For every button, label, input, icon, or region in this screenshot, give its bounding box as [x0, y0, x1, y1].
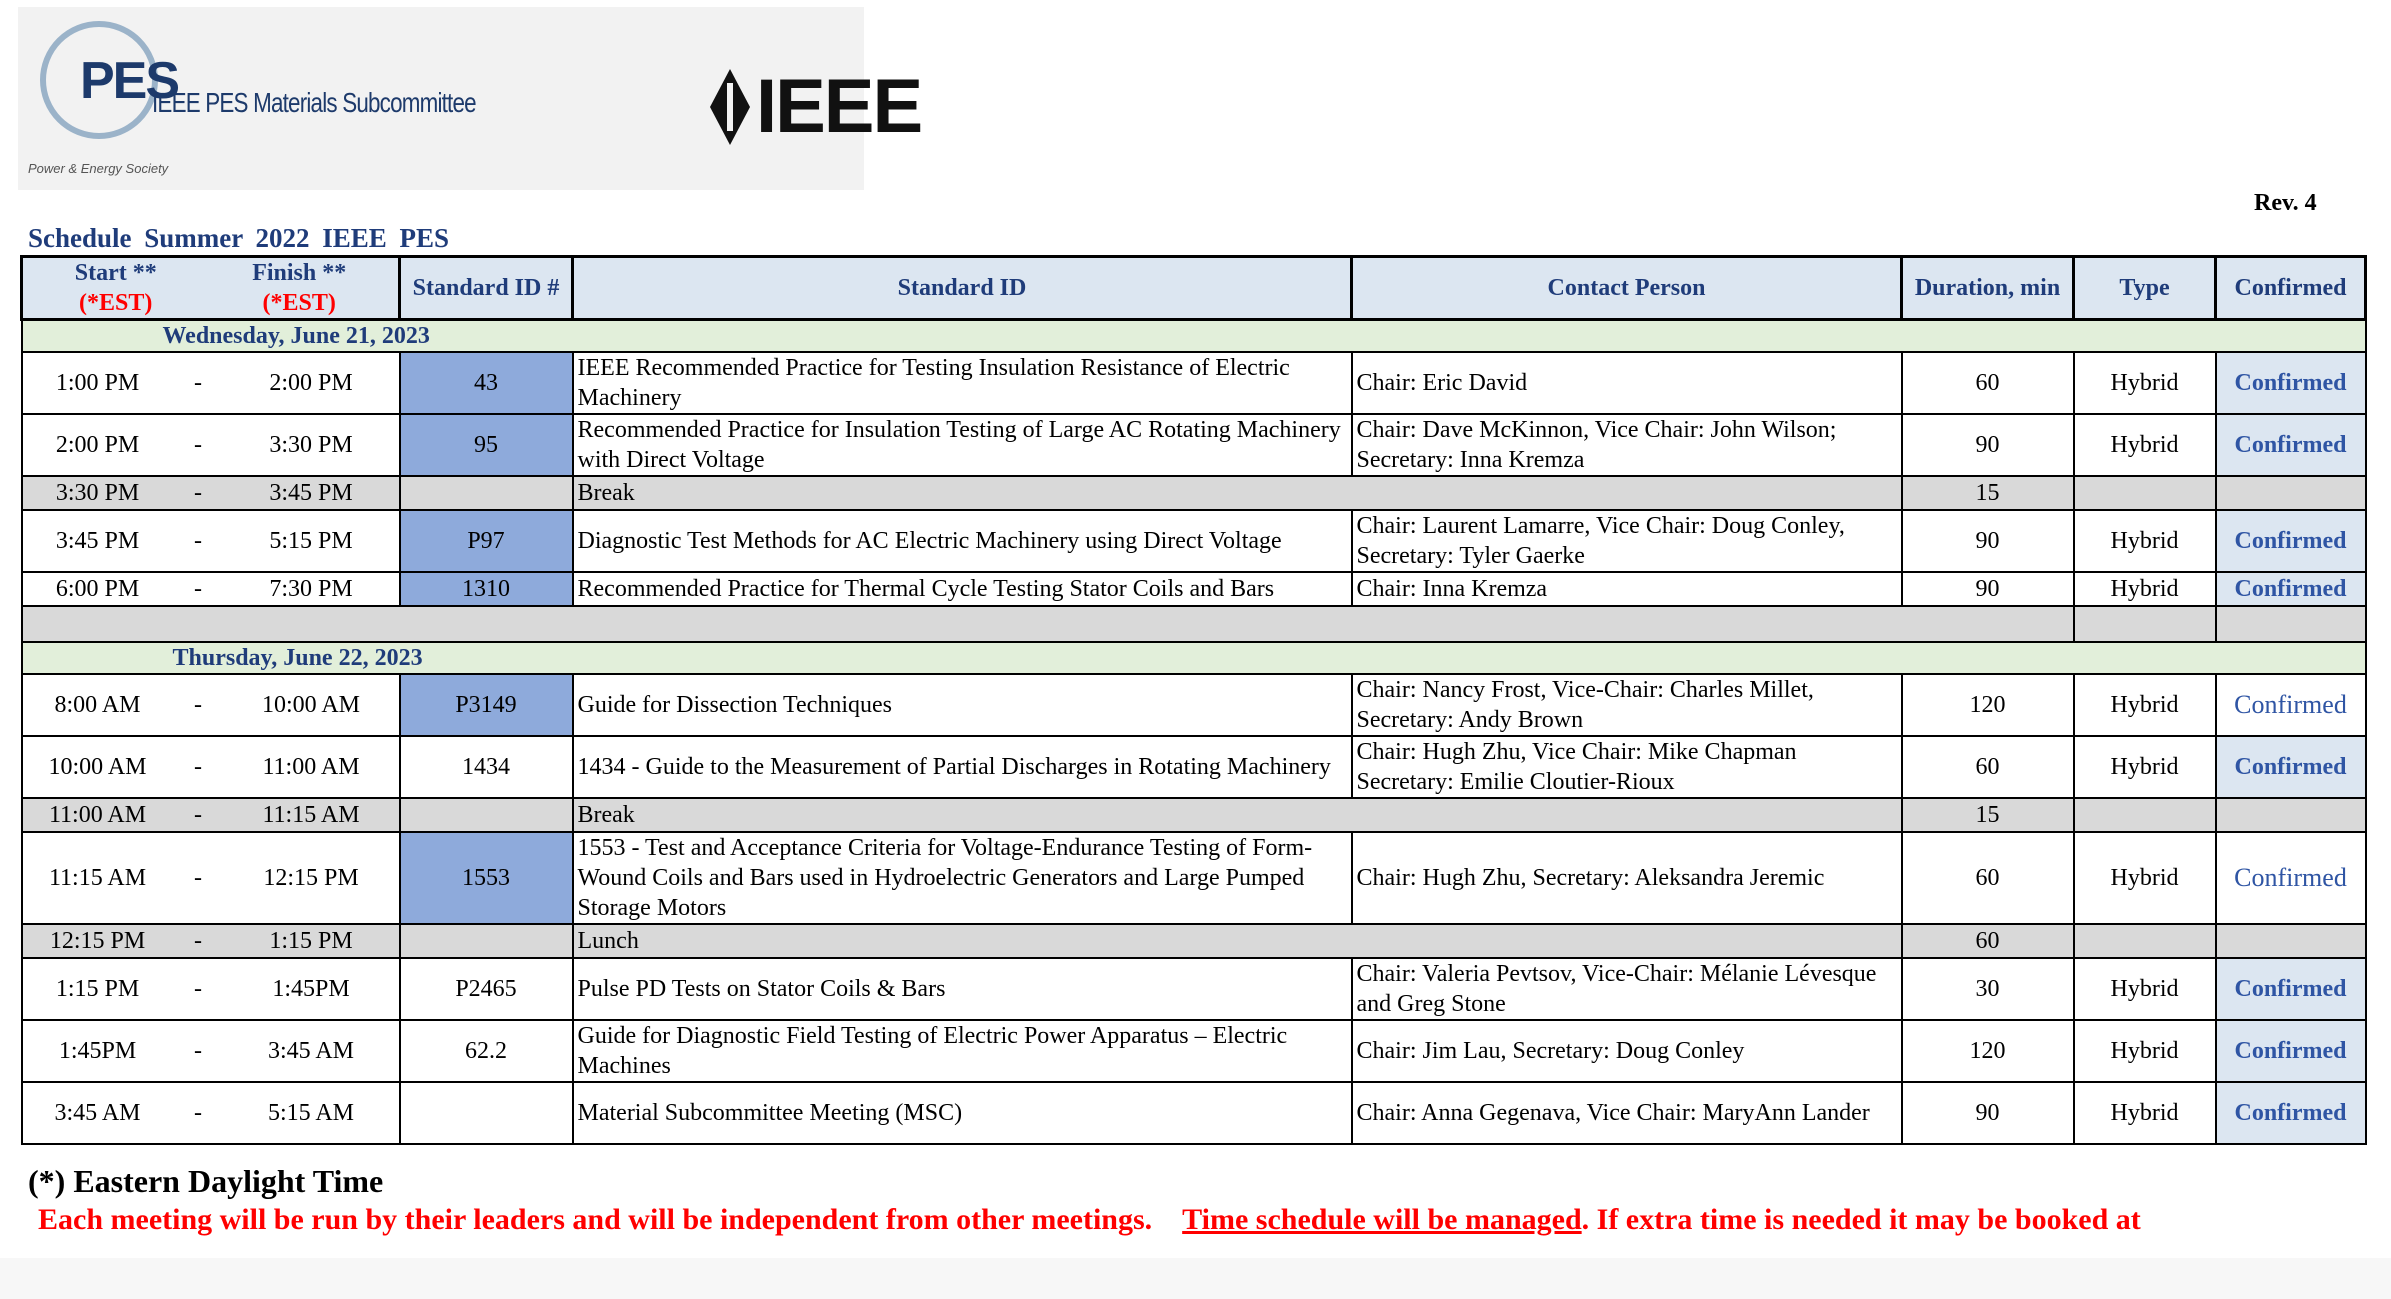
- standard-title: 1434 - Guide to the Measurement of Partial Discharges in Rotating Machinery: [573, 736, 1352, 798]
- confirmed-status: [2216, 476, 2366, 510]
- contact-person: Chair: Valeria Pevtsov, Vice-Chair: Mélanie Lévesque and Greg Stone: [1352, 958, 1902, 1020]
- confirmed-status: [2216, 924, 2366, 958]
- confirmed-status: Confirmed: [2216, 352, 2366, 414]
- standard-id-num: P2465: [400, 958, 573, 1020]
- edt-note: (*) Eastern Daylight Time: [28, 1163, 384, 1199]
- type: Hybrid: [2074, 832, 2216, 924]
- time-cell: 8:00 AM - 10:00 AM: [22, 674, 400, 736]
- header-standard-id-num: Standard ID #: [400, 257, 573, 320]
- lunch-row: [22, 924, 2366, 958]
- table-row: [22, 572, 2366, 606]
- standard-id-num: 62.2: [400, 1020, 573, 1082]
- day-row-thursday: [22, 642, 2366, 674]
- break-row: [22, 798, 2366, 832]
- duration: 60: [1902, 736, 2074, 798]
- contact-person: Chair: Nancy Frost, Vice-Chair: Charles Millet, Secretary: Andy Brown: [1352, 674, 1902, 736]
- table-row: [22, 958, 2366, 1020]
- table-row: [22, 510, 2366, 572]
- ieee-diamond-icon: [710, 69, 750, 145]
- pes-tagline: Power & Energy Society: [28, 161, 169, 176]
- meeting-note-b: Time schedule will be managed: [1182, 1203, 1582, 1236]
- header-duration: Duration, min: [1902, 257, 2074, 320]
- schedule-table: [20, 255, 2367, 1145]
- meeting-note-a: Each meeting will be run by their leaders and will be independent from other meetings.: [38, 1203, 1153, 1236]
- contact-person: Chair: Hugh Zhu, Secretary: Aleksandra Jeremic: [1352, 832, 1902, 924]
- break-row: [22, 476, 2366, 510]
- standard-id-num: [400, 798, 573, 832]
- duration: 90: [1902, 572, 2074, 606]
- table-row: [22, 352, 2366, 414]
- header-contact: Contact Person: [1352, 257, 1902, 320]
- standard-title: Pulse PD Tests on Stator Coils & Bars: [573, 958, 1352, 1020]
- confirmed-status: Confirmed: [2216, 1082, 2366, 1144]
- standard-id-num: [400, 924, 573, 958]
- table-row: [22, 1082, 2366, 1144]
- duration: 120: [1902, 674, 2074, 736]
- logo-banner: [18, 7, 922, 190]
- subcommittee-name: IEEE PES Materials Subcommittee: [152, 87, 476, 118]
- standard-id-num: P3149: [400, 674, 573, 736]
- type: [2074, 476, 2216, 510]
- type: Hybrid: [2074, 736, 2216, 798]
- confirmed-status: Confirmed: [2216, 1020, 2366, 1082]
- day-label: Thursday, June 22, 2023: [22, 642, 2366, 674]
- time-cell: 3:45 AM - 5:15 AM: [22, 1082, 400, 1144]
- confirmed-status: Confirmed: [2216, 674, 2366, 736]
- standard-title: Material Subcommittee Meeting (MSC): [573, 1082, 1352, 1144]
- duration: 60: [1902, 352, 2074, 414]
- header-type: Type: [2074, 257, 2216, 320]
- spacer-row: [22, 606, 2366, 642]
- day-label: Wednesday, June 21, 2023: [22, 320, 2366, 353]
- table-row: [22, 414, 2366, 476]
- confirmed-status: Confirmed: [2216, 510, 2366, 572]
- standard-id-num: 95: [400, 414, 573, 476]
- confirmed-status: Confirmed: [2216, 832, 2366, 924]
- contact-person: Chair: Dave McKinnon, Vice Chair: John Wilson; Secretary: Inna Kremza: [1352, 414, 1902, 476]
- standard-id-num: 1553: [400, 832, 573, 924]
- type: Hybrid: [2074, 510, 2216, 572]
- time-cell: 1:15 PM - 1:45PM: [22, 958, 400, 1020]
- time-cell: 1:00 PM - 2:00 PM: [22, 352, 400, 414]
- meeting-note: [38, 1203, 2141, 1237]
- standard-title: Guide for Dissection Techniques: [573, 674, 1352, 736]
- standard-title: IEEE Recommended Practice for Testing Insulation Resistance of Electric Machinery: [573, 352, 1352, 414]
- time-cell: 11:15 AM - 12:15 PM: [22, 832, 400, 924]
- pes-logo-text: PES: [80, 52, 179, 110]
- revision-label: Rev. 4: [2254, 190, 2317, 216]
- duration: 60: [1902, 832, 2074, 924]
- meeting-note-c: . If extra time is needed it may be booked at: [1581, 1203, 2141, 1236]
- type: Hybrid: [2074, 352, 2216, 414]
- duration: 90: [1902, 1082, 2074, 1144]
- duration: 30: [1902, 958, 2074, 1020]
- lunch-label: Lunch: [573, 924, 1902, 958]
- header-row: [22, 257, 2366, 320]
- duration: 60: [1902, 924, 2074, 958]
- confirmed-status: Confirmed: [2216, 572, 2366, 606]
- confirmed-status: Confirmed: [2216, 414, 2366, 476]
- time-cell: 12:15 PM - 1:15 PM: [22, 924, 400, 958]
- standard-title: 1553 - Test and Acceptance Criteria for Voltage-Endurance Testing of Form-Wound Coils and Bars used in Hydroelectric Generators and Large Pumped Storage Motors: [573, 832, 1352, 924]
- contact-person: Chair: Hugh Zhu, Vice Chair: Mike Chapman Secretary: Emilie Cloutier-Rioux: [1352, 736, 1902, 798]
- header-start-finish: Start ** (*EST) Finish ** (*EST): [22, 257, 400, 320]
- duration: 90: [1902, 510, 2074, 572]
- table-row: [22, 832, 2366, 924]
- contact-person: Chair: Laurent Lamarre, Vice Chair: Doug Conley, Secretary: Tyler Gaerke: [1352, 510, 1902, 572]
- duration: 90: [1902, 414, 2074, 476]
- header-confirmed: Confirmed: [2216, 257, 2366, 320]
- time-cell: 2:00 PM - 3:30 PM: [22, 414, 400, 476]
- type: Hybrid: [2074, 572, 2216, 606]
- type: Hybrid: [2074, 958, 2216, 1020]
- standard-title: Diagnostic Test Methods for AC Electric Machinery using Direct Voltage: [573, 510, 1352, 572]
- break-label: Break: [573, 476, 1902, 510]
- type: [2074, 924, 2216, 958]
- table-row: [22, 1020, 2366, 1082]
- duration: 15: [1902, 798, 2074, 832]
- type: Hybrid: [2074, 1020, 2216, 1082]
- break-label: Break: [573, 798, 1902, 832]
- standard-title: Guide for Diagnostic Field Testing of Electric Power Apparatus – Electric Machines: [573, 1020, 1352, 1082]
- standard-id-num: 1434: [400, 736, 573, 798]
- time-cell: 3:45 PM - 5:15 PM: [22, 510, 400, 572]
- confirmed-status: Confirmed: [2216, 736, 2366, 798]
- contact-person: Chair: Eric David: [1352, 352, 1902, 414]
- standard-id-num: 1310: [400, 572, 573, 606]
- ieee-logo-text: IEEE: [756, 64, 922, 149]
- contact-person: Chair: Inna Kremza: [1352, 572, 1902, 606]
- standard-id-num: P97: [400, 510, 573, 572]
- table-row: [22, 674, 2366, 736]
- schedule-title: Schedule Summer 2022 IEEE PES: [28, 223, 450, 253]
- type: Hybrid: [2074, 414, 2216, 476]
- time-cell: 10:00 AM - 11:00 AM: [22, 736, 400, 798]
- type: [2074, 798, 2216, 832]
- duration: 120: [1902, 1020, 2074, 1082]
- standard-id-num: 43: [400, 352, 573, 414]
- time-cell: 1:45PM - 3:45 AM: [22, 1020, 400, 1082]
- duration: 15: [1902, 476, 2074, 510]
- time-cell: 3:30 PM - 3:45 PM: [22, 476, 400, 510]
- table-row: [22, 736, 2366, 798]
- bottom-band: [0, 1258, 2391, 1299]
- standard-title: Recommended Practice for Thermal Cycle Testing Stator Coils and Bars: [573, 572, 1352, 606]
- contact-person: Chair: Anna Gegenava, Vice Chair: MaryAnn Lander: [1352, 1082, 1902, 1144]
- header-standard-id: Standard ID: [573, 257, 1352, 320]
- confirmed-status: Confirmed: [2216, 958, 2366, 1020]
- standard-id-num: [400, 1082, 573, 1144]
- type: Hybrid: [2074, 674, 2216, 736]
- type: Hybrid: [2074, 1082, 2216, 1144]
- contact-person: Chair: Jim Lau, Secretary: Doug Conley: [1352, 1020, 1902, 1082]
- time-cell: 6:00 PM - 7:30 PM: [22, 572, 400, 606]
- standard-title: Recommended Practice for Insulation Testing of Large AC Rotating Machinery with Direct Voltage: [573, 414, 1352, 476]
- standard-id-num: [400, 476, 573, 510]
- confirmed-status: [2216, 798, 2366, 832]
- time-cell: 11:00 AM - 11:15 AM: [22, 798, 400, 832]
- day-row-wednesday: [22, 320, 2366, 353]
